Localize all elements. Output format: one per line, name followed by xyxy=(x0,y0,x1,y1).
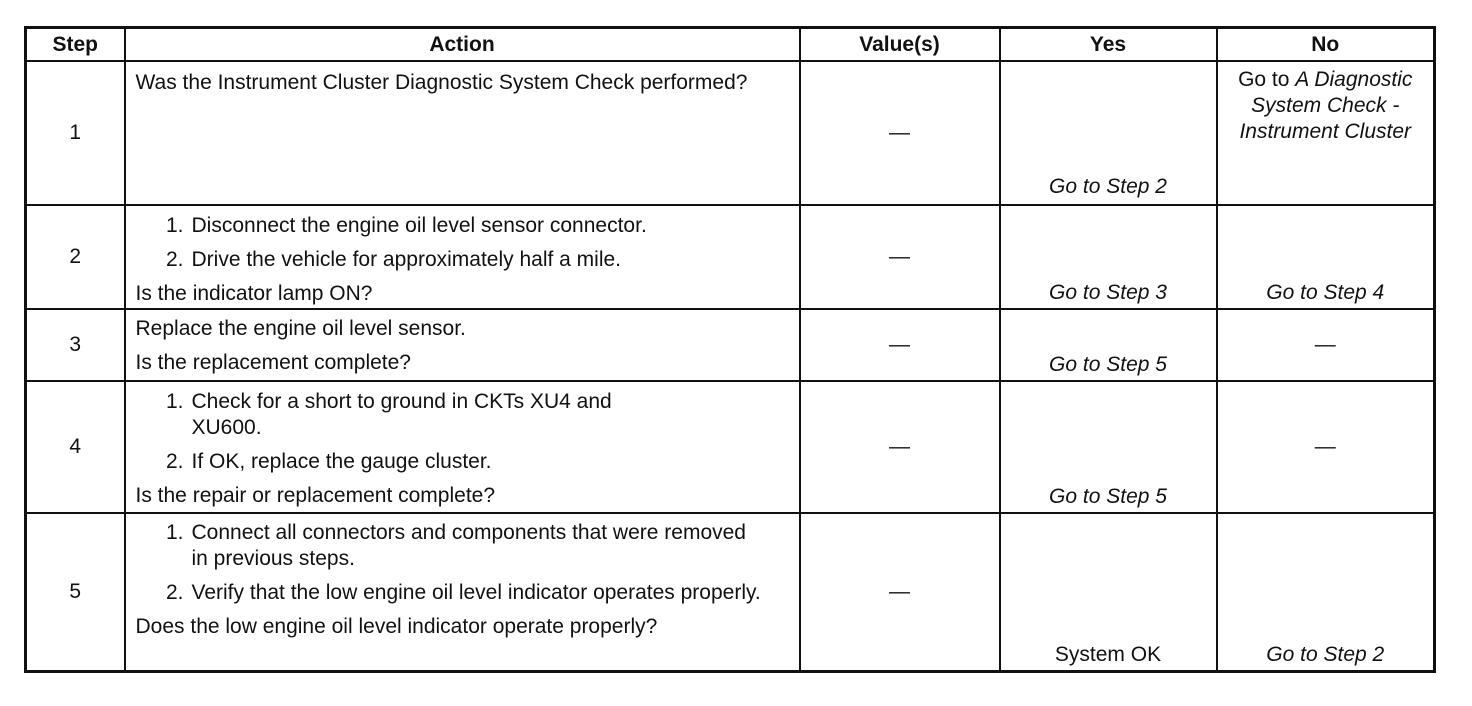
item-text: Connect all connectors and components that were removed in previous steps. xyxy=(191,521,746,570)
value-cell: — xyxy=(800,381,1000,513)
list-item xyxy=(136,389,789,441)
item-number: 2. xyxy=(165,450,184,473)
question-text: Is the repair or replacement complete? xyxy=(135,484,496,507)
action-cell xyxy=(125,381,800,513)
action-cell xyxy=(125,513,800,671)
diagnostic-table xyxy=(24,26,1436,673)
list-item xyxy=(136,449,789,475)
question-text: Is the replacement complete? xyxy=(135,351,411,374)
header-step: Step xyxy=(26,28,125,62)
item-text: Verify that the low engine oil level indicator operates properly. xyxy=(191,581,761,604)
list-item xyxy=(136,520,789,572)
yes-text: Go to Step 5 xyxy=(1049,353,1167,376)
question-text: Is the indicator lamp ON? xyxy=(135,282,373,305)
no-cell xyxy=(1217,205,1435,309)
action-cell xyxy=(125,309,800,381)
action-cell xyxy=(125,205,800,309)
item-text: Drive the vehicle for approximately half a mile. xyxy=(191,248,622,271)
table-row xyxy=(26,205,1435,309)
header-action: Action xyxy=(125,28,800,62)
yes-cell xyxy=(1000,309,1217,381)
no-cell: — xyxy=(1217,381,1435,513)
item-number: 1. xyxy=(165,214,184,237)
question-text: Does the low engine oil level indicator operate properly? xyxy=(135,615,658,638)
no-link-text: A Diagnostic System Check - Instrument Cluster xyxy=(1239,68,1413,143)
header-no: No xyxy=(1217,28,1435,62)
list-item xyxy=(136,247,789,273)
no-text: Go to Step 4 xyxy=(1266,281,1385,304)
item-number: 2. xyxy=(165,248,184,271)
item-text: Disconnect the engine oil level sensor connector. xyxy=(191,214,647,237)
step-number: 1 xyxy=(26,61,125,205)
yes-text: Go to Step 5 xyxy=(1049,485,1167,508)
yes-cell xyxy=(1000,381,1217,513)
table-row xyxy=(26,309,1435,381)
step-number: 4 xyxy=(26,381,125,513)
header-yes: Yes xyxy=(1000,28,1217,62)
yes-text: Go to Step 3 xyxy=(1049,281,1167,304)
table-row xyxy=(26,513,1435,671)
table-row xyxy=(26,381,1435,513)
value-cell: — xyxy=(800,61,1000,205)
item-number: 1. xyxy=(165,390,184,413)
list-item xyxy=(136,213,789,239)
no-cell xyxy=(1217,513,1435,671)
yes-text: System OK xyxy=(1054,642,1162,666)
no-prefix: Go to xyxy=(1238,68,1296,91)
yes-cell xyxy=(1000,513,1217,671)
step-number: 2 xyxy=(26,205,125,309)
no-cell xyxy=(1217,61,1435,205)
value-cell: — xyxy=(800,205,1000,309)
action-cell xyxy=(125,61,800,205)
value-cell: — xyxy=(800,513,1000,671)
value-cell: — xyxy=(800,309,1000,381)
step-number: 3 xyxy=(26,309,125,381)
item-text: Check for a short to ground in CKTs XU4 and XU600. xyxy=(191,390,612,439)
yes-text: Go to Step 2 xyxy=(1049,175,1167,198)
no-cell: — xyxy=(1217,309,1435,381)
no-text: Go to Step 2 xyxy=(1266,642,1385,666)
step-number: 5 xyxy=(26,513,125,671)
yes-cell xyxy=(1000,205,1217,309)
header-row xyxy=(26,28,1435,62)
yes-cell xyxy=(1000,61,1217,205)
item-text: If OK, replace the gauge cluster. xyxy=(191,450,492,473)
header-values: Value(s) xyxy=(800,28,1000,62)
action-text: Was the Instrument Cluster Diagnostic System Check performed? xyxy=(135,71,748,94)
item-number: 2. xyxy=(165,581,184,604)
item-number: 1. xyxy=(165,521,184,544)
list-item xyxy=(136,580,789,606)
action-text: Replace the engine oil level sensor. xyxy=(135,317,466,340)
table-row xyxy=(26,61,1435,205)
